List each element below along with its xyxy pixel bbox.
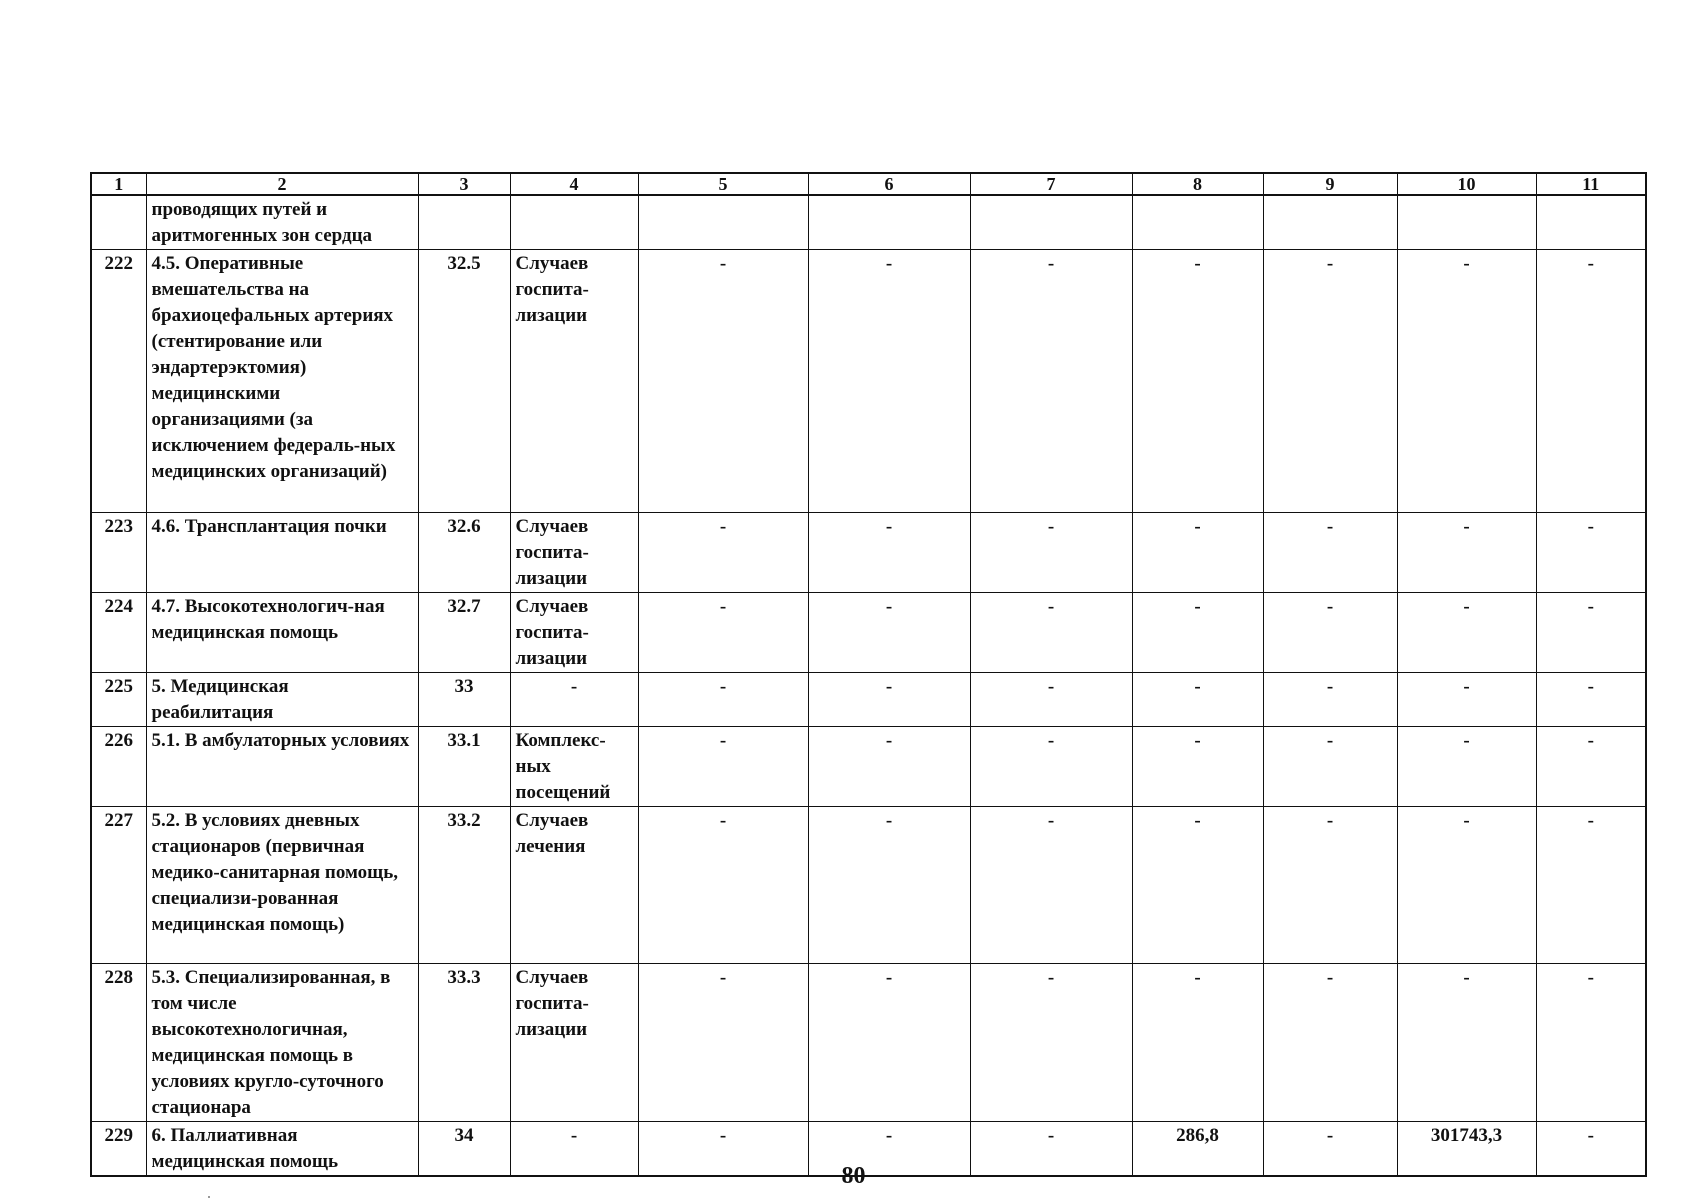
value-cell: - [1397, 593, 1536, 673]
table-row [91, 513, 1646, 593]
row-name: 5. Медицинская реабилитация [146, 673, 418, 727]
value-cell: - [1397, 673, 1536, 727]
row-unit: - [510, 673, 638, 727]
value-cell: - [808, 807, 970, 964]
value-cell: - [1536, 727, 1646, 807]
row-code: 34 [418, 1122, 510, 1177]
row-unit: Случаев госпита-лизации [510, 964, 638, 1122]
value-cell: - [1132, 727, 1263, 807]
header-cell: 11 [1536, 173, 1646, 195]
value-cell: - [1132, 807, 1263, 964]
row-unit: Случаев госпита-лизации [510, 250, 638, 513]
row-number: 225 [91, 673, 146, 727]
row-code: 33.3 [418, 964, 510, 1122]
value-cell: - [970, 673, 1132, 727]
value-cell: - [1132, 673, 1263, 727]
value-cell: - [1536, 1122, 1646, 1177]
value-cell: - [1397, 964, 1536, 1122]
value-cell: - [1397, 250, 1536, 513]
table-row [91, 250, 1646, 513]
row-code [418, 195, 510, 250]
header-cell: 3 [418, 173, 510, 195]
value-cell: - [808, 1122, 970, 1177]
row-number: 224 [91, 593, 146, 673]
row-unit: Комплекс-ных посещений [510, 727, 638, 807]
value-cell: - [970, 593, 1132, 673]
value-cell: - [808, 513, 970, 593]
value-cell: - [1536, 593, 1646, 673]
value-cell: - [808, 964, 970, 1122]
value-cell [808, 195, 970, 250]
row-name: 5.1. В амбулаторных условиях [146, 727, 418, 807]
value-cell [638, 195, 808, 250]
data-table [90, 172, 1647, 1177]
table-row [91, 807, 1646, 964]
header-cell: 4 [510, 173, 638, 195]
value-cell: - [1536, 673, 1646, 727]
header-cell: 10 [1397, 173, 1536, 195]
value-cell: 301743,3 [1397, 1122, 1536, 1177]
value-cell: - [638, 250, 808, 513]
value-cell: - [1536, 513, 1646, 593]
value-cell: - [1397, 727, 1536, 807]
table-body [91, 195, 1646, 1176]
table-row [91, 673, 1646, 727]
value-cell: - [1263, 250, 1397, 513]
row-code: 32.7 [418, 593, 510, 673]
value-cell: - [1263, 1122, 1397, 1177]
row-code: 33.1 [418, 727, 510, 807]
value-cell: - [1132, 513, 1263, 593]
table-row [91, 195, 1646, 250]
header-cell: 5 [638, 173, 808, 195]
value-cell: - [638, 964, 808, 1122]
value-cell [1536, 195, 1646, 250]
row-code: 33 [418, 673, 510, 727]
value-cell: - [1397, 513, 1536, 593]
value-cell [1263, 195, 1397, 250]
value-cell: 286,8 [1132, 1122, 1263, 1177]
header-row [91, 173, 1646, 195]
value-cell: - [1263, 593, 1397, 673]
value-cell: - [1263, 673, 1397, 727]
row-number: 229 [91, 1122, 146, 1177]
value-cell: - [638, 513, 808, 593]
value-cell: - [970, 250, 1132, 513]
row-code: 32.6 [418, 513, 510, 593]
value-cell: - [808, 593, 970, 673]
value-cell: - [638, 673, 808, 727]
header-cell: 8 [1132, 173, 1263, 195]
row-number [91, 195, 146, 250]
value-cell: - [808, 727, 970, 807]
value-cell: - [638, 1122, 808, 1177]
header-cell: 2 [146, 173, 418, 195]
row-name: 4.7. Высокотехнологич-ная медицинская помощь [146, 593, 418, 673]
value-cell: - [638, 807, 808, 964]
row-code: 33.2 [418, 807, 510, 964]
value-cell: - [638, 593, 808, 673]
value-cell [1397, 195, 1536, 250]
header-cell: 1 [91, 173, 146, 195]
table-row [91, 964, 1646, 1122]
value-cell: - [1536, 964, 1646, 1122]
value-cell: - [970, 807, 1132, 964]
row-unit [510, 195, 638, 250]
value-cell: - [1132, 964, 1263, 1122]
value-cell: - [1263, 513, 1397, 593]
row-number: 226 [91, 727, 146, 807]
row-name: проводящих путей и аритмогенных зон сердца [146, 195, 418, 250]
value-cell: - [1132, 250, 1263, 513]
row-code: 32.5 [418, 250, 510, 513]
value-cell: - [970, 964, 1132, 1122]
value-cell: - [1397, 807, 1536, 964]
value-cell: - [1263, 964, 1397, 1122]
row-number: 228 [91, 964, 146, 1122]
page-number: 80 [841, 1163, 866, 1189]
value-cell: - [1263, 727, 1397, 807]
header-cell: 7 [970, 173, 1132, 195]
table-header [91, 173, 1646, 195]
value-cell: - [1536, 807, 1646, 964]
value-cell: - [1132, 593, 1263, 673]
value-cell: - [970, 727, 1132, 807]
row-number: 223 [91, 513, 146, 593]
value-cell: - [808, 673, 970, 727]
row-number: 227 [91, 807, 146, 964]
value-cell: - [970, 1122, 1132, 1177]
scan-speck [208, 1196, 210, 1198]
row-number: 222 [91, 250, 146, 513]
row-unit: - [510, 1122, 638, 1177]
row-unit: Случаев госпита-лизации [510, 513, 638, 593]
value-cell: - [808, 250, 970, 513]
row-unit: Случаев госпита-лизации [510, 593, 638, 673]
row-name: 4.6. Трансплантация почки [146, 513, 418, 593]
header-cell: 6 [808, 173, 970, 195]
value-cell [1132, 195, 1263, 250]
value-cell: - [1263, 807, 1397, 964]
row-unit: Случаев лечения [510, 807, 638, 964]
table-row [91, 593, 1646, 673]
value-cell: - [970, 513, 1132, 593]
table-row [91, 727, 1646, 807]
row-name: 5.3. Специализированная, в том числе высокотехнологичная, медицинская помощь в условиях кругло-суточного стационара [146, 964, 418, 1122]
value-cell: - [638, 727, 808, 807]
value-cell [970, 195, 1132, 250]
row-name: 4.5. Оперативные вмешательства на брахиоцефальных артериях (стентирование или эндартерэктомия) медицинскими организациями (за исключением федераль-ных медицинских организаций) [146, 250, 418, 513]
header-cell: 9 [1263, 173, 1397, 195]
value-cell: - [1536, 250, 1646, 513]
row-name: 5.2. В условиях дневных стационаров (первичная медико-санитарная помощь, специализи-рованная медицинская помощь) [146, 807, 418, 964]
row-name: 6. Паллиативная медицинская помощь [146, 1122, 418, 1177]
